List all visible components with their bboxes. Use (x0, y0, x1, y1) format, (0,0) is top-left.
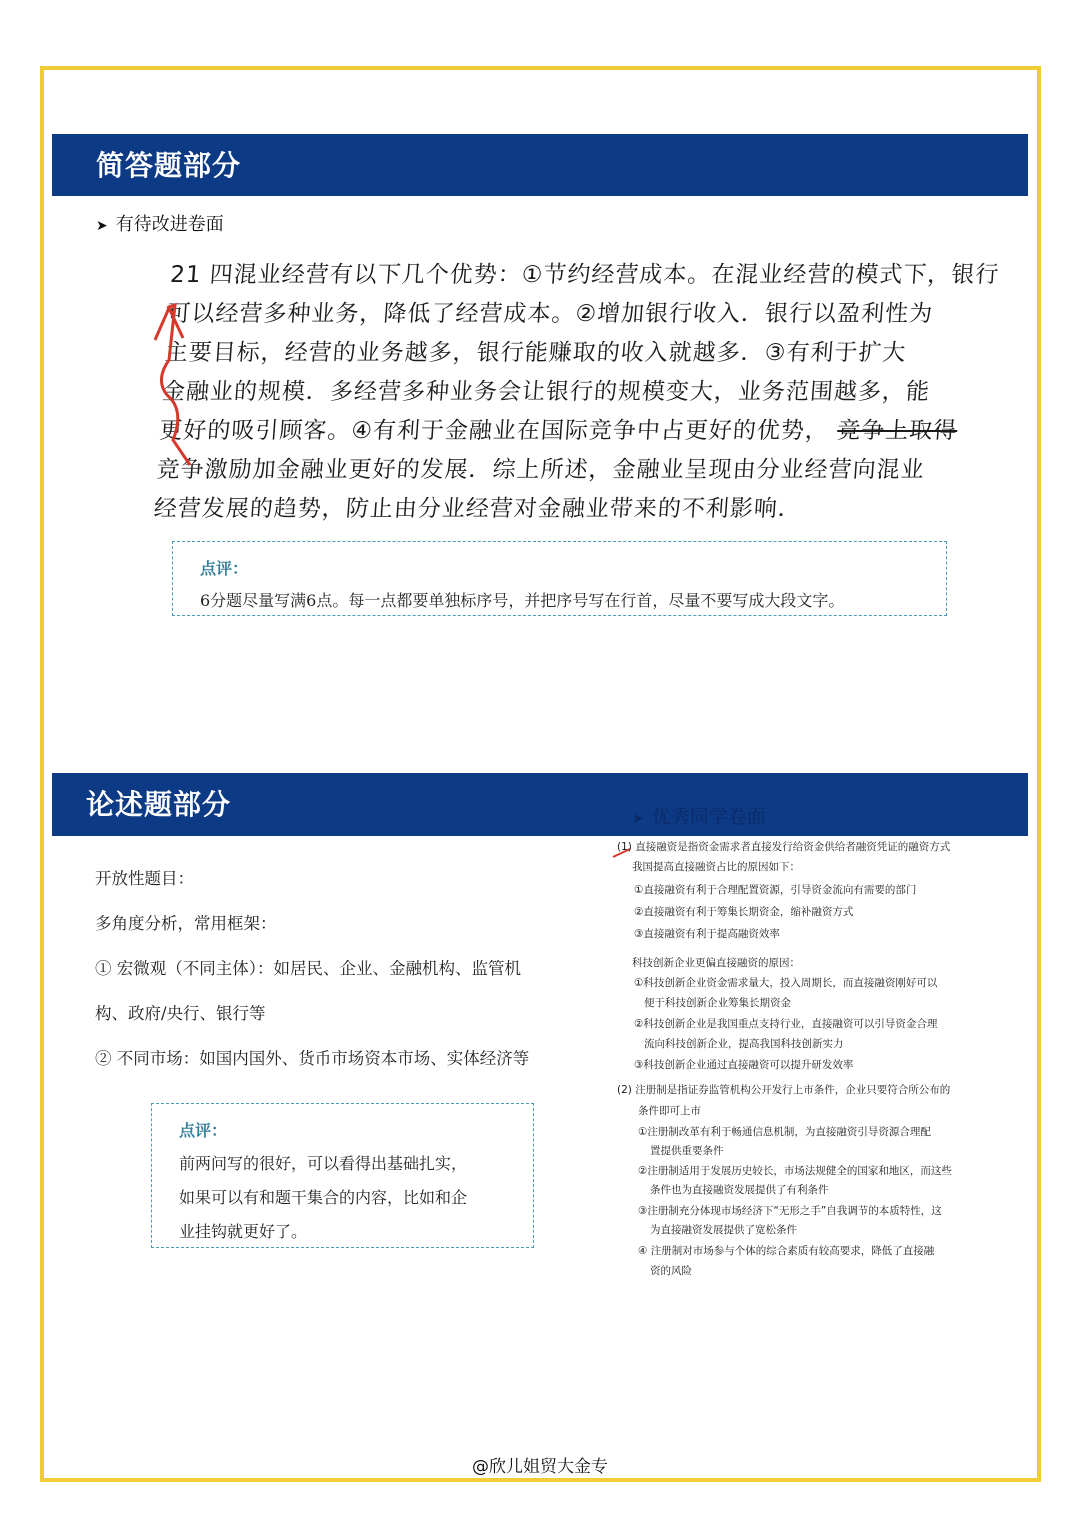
handwritten-line (158, 412, 959, 451)
scan-line: ③注册制充分体现市场经济下“无形之手”自我调节的本质特性，这 (638, 1205, 942, 1217)
comment-title: 点评： (200, 559, 249, 578)
scan-line: 我国提高直接融资占比的原因如下： (632, 861, 800, 873)
framework-line: 构、政府/央行、银行等 (95, 1004, 266, 1023)
scan-line: ③科技创新企业通过直接融资可以提升研发效率 (634, 1059, 854, 1071)
subheading-needs-improvement (96, 210, 224, 236)
comment-box (151, 1103, 534, 1248)
scan-line: ①注册制改革有利于畅通信息机制，为直接融资引导资源合理配 (638, 1126, 931, 1138)
scan-line: ①直接融资有利于合理配置资源，引导资金流向有需要的部门 (634, 884, 917, 896)
red-correction-mark (145, 300, 205, 470)
scan-line: 流向科技创新企业，提高我国科技创新实力 (644, 1038, 844, 1050)
scan-line: (2) 注册制是指证券监管机构公开发行上市条件，企业只要符合所公布的 (617, 1084, 951, 1096)
comment-line: 前两问写的很好，可以看得出基础扎实， (179, 1154, 468, 1173)
arrow-bullet-icon: ➤ (632, 811, 644, 827)
framework-line: ② 不同市场：如国内国外、货币市场资本市场、实体经济等 (95, 1049, 530, 1068)
scan-line: (1) 直接融资是指资金需求者直接发行给资金供给者融资凭证的融资方式 (617, 841, 951, 853)
scan-line: 资的风险 (650, 1265, 692, 1277)
comment-line: 如果可以有和题干集合的内容，比如和企 (179, 1188, 468, 1207)
section-title: 论述题部分 (86, 788, 232, 821)
scan-line: 条件即可上市 (638, 1105, 701, 1117)
struck-text: 竞争上取得 (836, 418, 959, 444)
scan-line: ①科技创新企业资金需求量大，投入周期长，而直接融资刚好可以 (634, 977, 938, 989)
section-banner-essay (52, 773, 1028, 836)
comment-text: 6分题尽量写满6点。每一点都要单独标序号，并把序号写在行首，尽量不要写成大段文字。 (200, 591, 845, 610)
subheading-label: 有待改进卷面 (115, 214, 224, 235)
scan-line: ②直接融资有利于筹集长期资金，缩补融资方式 (634, 906, 854, 918)
framework-line: ① 宏微观（不同主体）：如居民、企业、金融机构、监管机 (95, 959, 521, 978)
handwritten-line: 可以经营多种业务，降低了经营成本。②增加银行收入．银行以盈利性为 (166, 301, 935, 327)
arrow-bullet-icon: ➤ (96, 218, 108, 234)
comment-title: 点评： (179, 1121, 228, 1140)
handwritten-line: 经营发展的趋势，防止由分业经营对金融业带来的不利影响． (152, 496, 803, 522)
framework-line: 多角度分析，常用框架： (95, 914, 277, 933)
section-banner-short-answer (52, 134, 1028, 196)
comment-line: 业挂钩就更好了。 (179, 1222, 308, 1241)
handwritten-line: 主要目标，经营的业务越多，银行能赚取的收入就越多．③有利于扩大 (163, 340, 908, 366)
subheading-label: 优秀同学卷面 (651, 806, 766, 828)
scan-line: 置提供重要条件 (650, 1145, 724, 1157)
handwritten-line: 21 四混业经营有以下几个优势：①节约经营成本。在混业经营的模式下，银行 (169, 262, 1001, 288)
handwritten-line: 金融业的规模．多经营多种业务会让银行的规模变大，业务范围越多，能 (161, 379, 931, 405)
subheading-excellent-paper (632, 802, 766, 829)
scan-line: ③直接融资有利于提高融资效率 (634, 928, 780, 940)
scan-line: ②科技创新企业是我国重点支持行业，直接融资可以引导资金合理 (634, 1018, 938, 1030)
scan-line: ②注册制适用于发展历史较长，市场法规健全的国家和地区，而这些 (638, 1165, 952, 1177)
section-title: 简答题部分 (96, 149, 242, 182)
framework-line: 开放性题目： (95, 869, 194, 888)
footer-watermark: @欣儿姐贸大金专 (472, 1457, 608, 1477)
handwritten-text: 更好的吸引顾客。④有利于金融业在国际竞争中占更好的优势， (158, 418, 830, 444)
scan-line: 科技创新企业更偏直接融资的原因： (632, 957, 800, 969)
scan-line: 为直接融资发展提供了宽松条件 (650, 1224, 797, 1236)
scan-line: 便于科技创新企业筹集长期资金 (644, 997, 791, 1009)
scan-line: 条件也为直接融资发展提供了有利条件 (650, 1184, 829, 1196)
scanned-answer (612, 835, 1007, 1285)
handwritten-line: 竞争激励加金融业更好的发展．综上所述，金融业呈现由分业经营向混业 (155, 457, 926, 483)
comment-box (172, 541, 947, 616)
handwritten-answer (152, 256, 1001, 529)
scan-line: ④ 注册制对市场参与个体的综合素质有较高要求，降低了直接融 (638, 1245, 935, 1257)
